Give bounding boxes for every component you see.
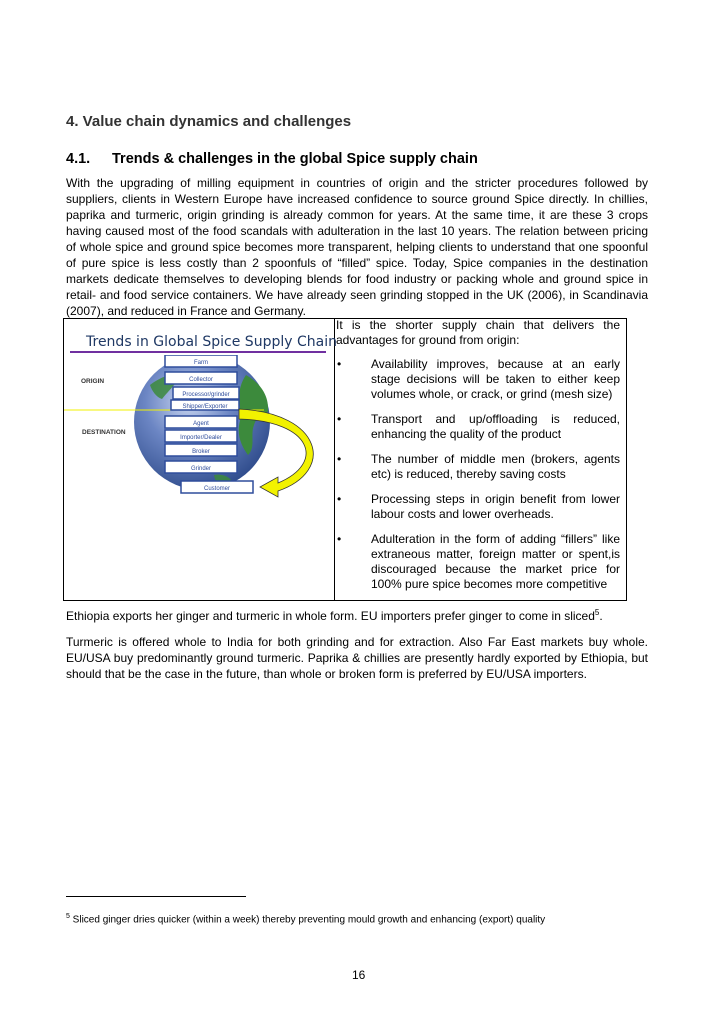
advantage-item [336,532,620,592]
destination-label: DESTINATION [82,429,126,436]
advantage-item [336,492,620,522]
bullet-icon: • [337,532,342,546]
step-farm: Farm [194,360,208,366]
figure-title: Trends in Global Spice Supply Chain [86,334,337,350]
footnote-text: Sliced ginger dries quicker (within a week) thereby preventing mould growth and enhancing (export) quality [69,914,546,926]
advantages-column [336,318,620,592]
step-shipper: Shipper/Exporter [182,404,228,410]
subsection-number: 4.1. [66,151,91,167]
advantage-item [336,412,620,442]
origin-label: ORIGIN [81,378,105,385]
advantage-item [336,452,620,482]
step-broker: Broker [192,449,210,455]
supply-chain-diagram [64,355,332,599]
figure-title-underline [70,351,326,353]
subsection-title: Trends & challenges in the global Spice supply chain [112,151,478,167]
paragraph-1: With the upgrading of milling equipment in countries of origin and the stricter procedures followed by suppliers, clients in Western Europe have increased confidence to source ground Spice directly. In chillies, paprika and turmeric, origin grinding is already common for years. At the same time, it are these 3 crops having caused most of the food scandals with adulteration in the last 10 years. The relation between pricing of whole spice and ground spice becomes more transparent, helping clients to understand that one spoonful of pure spice is less costly than 2 spoonfuls of “filled” spice. Today, Spice companies in the destination markets dedicate themselves to developing blends for food industry or packing whole and ground spice in retail- and food service containers. We have already seen grinding stopped in the UK (2006), in Scandinavia (2007), and reduced in France and Germany. [66,176,648,318]
advantage-text: The number of middle men (brokers, agents etc) is reduced, thereby saving costs [371,452,620,481]
advantages-intro: It is the shorter supply chain that delivers the advantages for ground from origin: [336,318,620,347]
footnote-ref: 5 [594,608,600,617]
advantage-text: Transport and up/offloading is reduced, enhancing the quality of the product [371,412,620,441]
bullet-icon: • [337,452,342,466]
advantage-text: Adulteration in the form of adding “fillers” like extraneous matter, foreign matter or spent,is discouraged because the market price for 100% pure spice becomes more competitive [371,532,620,591]
step-grinder: Grinder [190,466,212,472]
section-heading: 4. Value chain dynamics and challenges [66,113,352,130]
footnote-separator [66,896,246,897]
subsection-heading [66,151,478,167]
paragraph-2-end: . [599,609,603,623]
bullet-icon: • [337,412,342,426]
step-processor: Processor/grinder [182,392,230,398]
paragraph-3: Turmeric is offered whole to India for both grinding and for extraction. Also Far East markets buy whole. EU/USA buy predominantly ground turmeric. Paprika & chillies are presently hardly exported by Ethiopia, but should that be the case in the future, than whole or broken form is preferred by EU/USA importers. [66,635,648,681]
advantage-text: Availability improves, because at an early stage decisions will be taken to either keep volumes whole, or crack, or grind (mesh size) [371,357,620,401]
paragraph-2 [66,605,648,624]
advantage-item [336,357,620,402]
page-number: 16 [352,968,366,982]
bullet-icon: • [337,357,342,371]
step-importer: Importer/Dealer [180,435,222,441]
advantage-text: Processing steps in origin benefit from lower labour costs and lower overheads. [371,492,620,521]
customer-label: Customer [203,486,231,492]
step-agent: Agent [193,421,209,427]
step-collector: Collector [189,377,213,383]
bullet-icon: • [337,492,342,506]
figure-divider [334,319,335,600]
footnote-number: 5 [66,913,70,920]
footnote [66,913,545,925]
paragraph-2-text: Ethiopia exports her ginger and turmeric in whole form. EU importers prefer ginger to come in sliced [66,609,595,623]
